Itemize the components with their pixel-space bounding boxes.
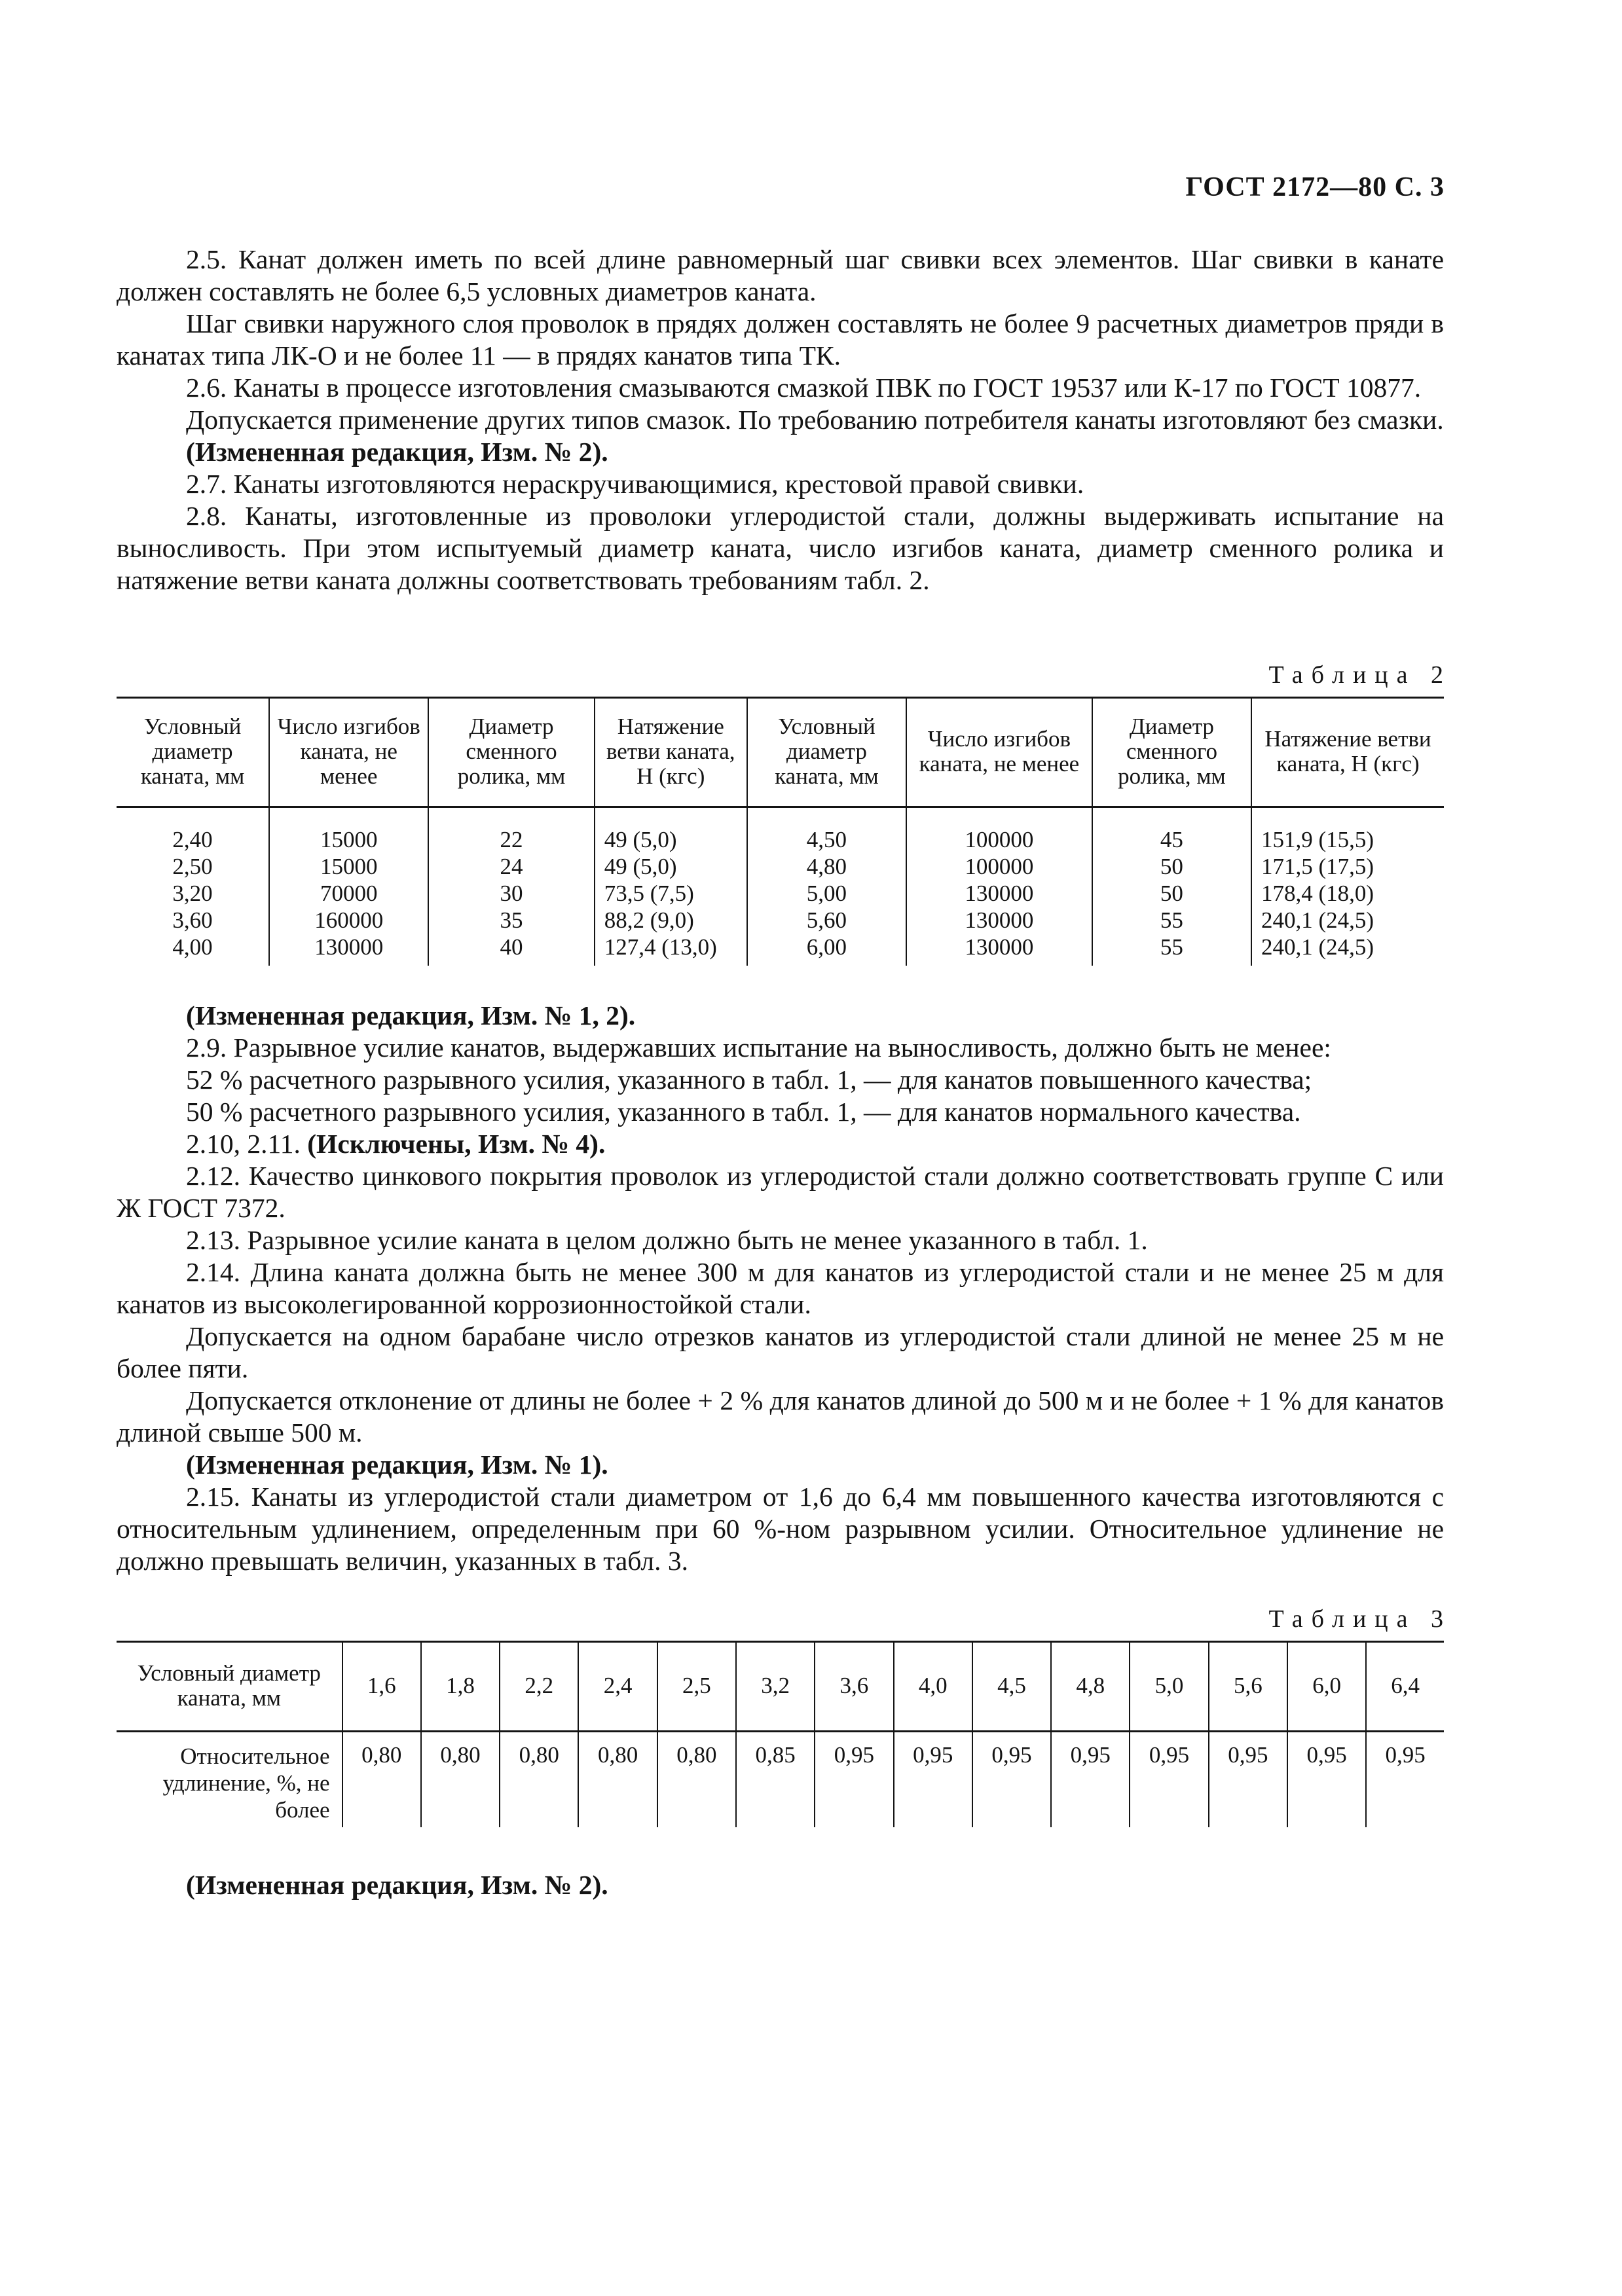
table-cell: 240,1 (24,5) (1251, 934, 1444, 966)
table-cell: 15000 (269, 853, 428, 880)
paragraph-2-15: 2.15. Канаты из углеродистой стали диаметром от 1,6 до 6,4 мм повышенного качества изготовляются с относительным удлинением, определенным при 60 %-ном разрывном усилии. Относительное удлинение не должно превышать величин, указанных в табл. 3. (117, 1482, 1444, 1576)
table-cell: 73,5 (7,5) (595, 880, 747, 907)
column-header: 6,0 (1287, 1642, 1366, 1732)
table-cell: 0,80 (657, 1732, 736, 1828)
excluded-note: (Исключены, Изм. № 4). (307, 1129, 606, 1159)
table-cell: 130000 (906, 880, 1092, 907)
table-3 (117, 1641, 1444, 1827)
table-cell: 22 (428, 807, 594, 854)
paragraph-lay-pitch: Шаг свивки наружного слоя проволок в прядях должен составлять не более 9 расчетных диаметров пряди в канатах типа ЛК-О и не более 11 — в прядях канатов типа ТК. (117, 308, 1444, 371)
column-header: Число изгибов каната, не менее (906, 698, 1092, 807)
table-cell: 4,00 (172, 934, 213, 960)
column-header: 5,0 (1130, 1642, 1208, 1732)
table-cell: 88,2 (9,0) (595, 907, 747, 934)
table-cell: 0,95 (815, 1732, 893, 1828)
table-cell: 49 (5,0) (595, 807, 747, 854)
column-header: Диаметр сменного ролика, мм (428, 698, 594, 807)
table-cell: 0,85 (736, 1732, 815, 1828)
top-paragraphs (117, 244, 1444, 596)
column-header: 2,4 (578, 1642, 657, 1732)
table-row (117, 853, 1444, 880)
column-header: 5,6 (1209, 1642, 1287, 1732)
paragraph-2-10-2-11 (117, 1128, 1444, 1160)
table-cell: 0,95 (972, 1732, 1051, 1828)
table-2-header-row (117, 698, 1444, 807)
column-header: Число изгибов каната, не менее (269, 698, 428, 807)
column-header: Диаметр сменного ролика, мм (1092, 698, 1251, 807)
table-cell: 127,4 (13,0) (595, 934, 747, 966)
document-body (117, 244, 1452, 1901)
table-cell: 0,80 (421, 1732, 500, 1828)
table-cell: 50 (1092, 880, 1251, 907)
row-label: Относительное удлинение, %, не более (162, 1743, 330, 1823)
table-cell: 15000 (269, 807, 428, 854)
column-header: 4,0 (894, 1642, 972, 1732)
table-cell: 178,4 (18,0) (1251, 880, 1444, 907)
table-cell: 55 (1092, 934, 1251, 966)
table-cell: 160000 (269, 907, 428, 934)
table-cell: 30 (428, 880, 594, 907)
excluded-prefix: 2.10, 2.11. (186, 1129, 308, 1159)
table-cell: 130000 (906, 907, 1092, 934)
column-header: Условный диаметр каната, мм (117, 1642, 342, 1732)
table-cell: 240,1 (24,5) (1251, 907, 1444, 934)
table-row (117, 1732, 1444, 1828)
table-2-caption: Таблица 2 (1268, 661, 1452, 689)
paragraph-2-9: 2.9. Разрывное усилие канатов, выдержавших испытание на выносливость, должно быть не менее: (186, 1032, 1331, 1063)
paragraph-drum-segments: Допускается на одном барабане число отрезков канатов из углеродистой стали длиной не менее 25 м не более пяти. (117, 1321, 1444, 1383)
paragraph-2-5: 2.5. Канат должен иметь по всей длине равномерный шаг свивки всех элементов. Шаг свивки в канате должен составлять не более 6,5 условных диаметров каната. (117, 244, 1444, 306)
table-row (117, 907, 1444, 934)
table-cell: 0,95 (1130, 1732, 1208, 1828)
table-cell: 100000 (906, 807, 1092, 854)
paragraph-2-8: 2.8. Канаты, изготовленные из проволоки углеродистой стали, должны выдерживать испытание на выносливость. При этом испытуемый диаметр каната, число изгибов каната, диаметр сменного ролика и натяжение ветви каната должны соответствовать требованиям табл. 2. (117, 501, 1444, 595)
middle-paragraphs (117, 1000, 1444, 1577)
table-cell: 2,50 (172, 854, 213, 879)
column-header: Натяжение ветви каната, Н (кгс) (595, 698, 747, 807)
table-cell: 3,60 (172, 907, 213, 933)
column-header: 2,5 (657, 1642, 736, 1732)
table-cell: 0,80 (500, 1732, 578, 1828)
table-cell: 70000 (269, 880, 428, 907)
column-header: 2,2 (500, 1642, 578, 1732)
table-cell: 24 (428, 853, 594, 880)
paragraph-length-tolerance: Допускается отклонение от длины не более + 2 % для канатов длиной до 500 м и не более + 1 % для канатов длиной свыше 500 м. (117, 1385, 1444, 1448)
column-header: 4,5 (972, 1642, 1051, 1732)
column-header: Условный диаметр каната, мм (117, 698, 269, 807)
amendment-note: (Измененная редакция, Изм. № 1, 2). (186, 1000, 636, 1030)
column-header: Условный диаметр каната, мм (747, 698, 906, 807)
table-cell: 0,95 (894, 1732, 972, 1828)
table-cell: 0,95 (1366, 1732, 1444, 1828)
table-cell: 0,95 (1051, 1732, 1130, 1828)
paragraph-2-13: 2.13. Разрывное усилие каната в целом должно быть не менее указанного в табл. 1. (186, 1225, 1148, 1255)
table-3-caption: Таблица 3 (1268, 1605, 1452, 1633)
column-header: 1,6 (342, 1642, 421, 1732)
table-cell: 100000 (906, 853, 1092, 880)
paragraph-2-6: 2.6. Канаты в процессе изготовления смазываются смазкой ПВК по ГОСТ 19537 или К-17 по ГОСТ 10877. (186, 373, 1422, 403)
amendment-note-footer: (Измененная редакция, Изм. № 2). (186, 1870, 608, 1900)
table-cell: 2,40 (172, 827, 213, 852)
amendment-note: (Измененная редакция, Изм. № 2). (186, 437, 608, 467)
column-header: 3,6 (815, 1642, 893, 1732)
table-cell: 45 (1092, 807, 1251, 854)
table-cell: 130000 (269, 934, 428, 966)
paragraph-2-12: 2.12. Качество цинкового покрытия проволок из углеродистой стали должно соответствовать группе С или Ж ГОСТ 7372. (117, 1161, 1444, 1223)
table-cell: 151,9 (15,5) (1251, 807, 1444, 854)
table-3-header-row (117, 1642, 1444, 1732)
column-header: 1,8 (421, 1642, 500, 1732)
table-cell: 5,00 (747, 880, 906, 907)
column-header: Натяжение ветви каната, Н (кгс) (1251, 698, 1444, 807)
table-row (117, 807, 1444, 854)
table-row (117, 880, 1444, 907)
page-header: ГОСТ 2172—80 С. 3 (1185, 172, 1445, 202)
table-cell: 50 (1092, 853, 1251, 880)
table-cell: 5,60 (747, 907, 906, 934)
column-header: 4,8 (1051, 1642, 1130, 1732)
paragraph-2-14: 2.14. Длина каната должна быть не менее 300 м для канатов из углеродистой стали и не менее 25 м для канатов из высоколегированной коррозионностойкой стали. (117, 1257, 1444, 1319)
table-cell: 0,95 (1209, 1732, 1287, 1828)
paragraph-52-percent: 52 % расчетного разрывного усилия, указанного в табл. 1, — для канатов повышенного качества; (186, 1065, 1312, 1095)
table-cell: 49 (5,0) (595, 853, 747, 880)
table-cell: 6,00 (747, 934, 906, 966)
table-cell: 35 (428, 907, 594, 934)
paragraph-lubricants: Допускается применение других типов смазок. По требованию потребителя канаты изготовляют без смазки. (186, 405, 1444, 435)
table-cell: 130000 (906, 934, 1092, 966)
table-cell: 3,20 (172, 881, 213, 906)
paragraph-50-percent: 50 % расчетного разрывного усилия, указанного в табл. 1, — для канатов нормального качества. (186, 1097, 1301, 1127)
column-header: 6,4 (1366, 1642, 1444, 1732)
table-2 (117, 697, 1444, 966)
column-header: 3,2 (736, 1642, 815, 1732)
table-cell: 0,80 (578, 1732, 657, 1828)
table-cell: 55 (1092, 907, 1251, 934)
amendment-note: (Измененная редакция, Изм. № 1). (186, 1449, 608, 1480)
table-cell: 0,80 (342, 1732, 421, 1828)
table-cell: 0,95 (1287, 1732, 1366, 1828)
table-cell: 4,50 (747, 807, 906, 854)
table-cell: 40 (428, 934, 594, 966)
paragraph-2-7: 2.7. Канаты изготовляются нераскручивающимися, крестовой правой свивки. (186, 469, 1084, 499)
table-cell: 4,80 (747, 853, 906, 880)
table-cell: 171,5 (17,5) (1251, 853, 1444, 880)
table-row (117, 934, 1444, 966)
